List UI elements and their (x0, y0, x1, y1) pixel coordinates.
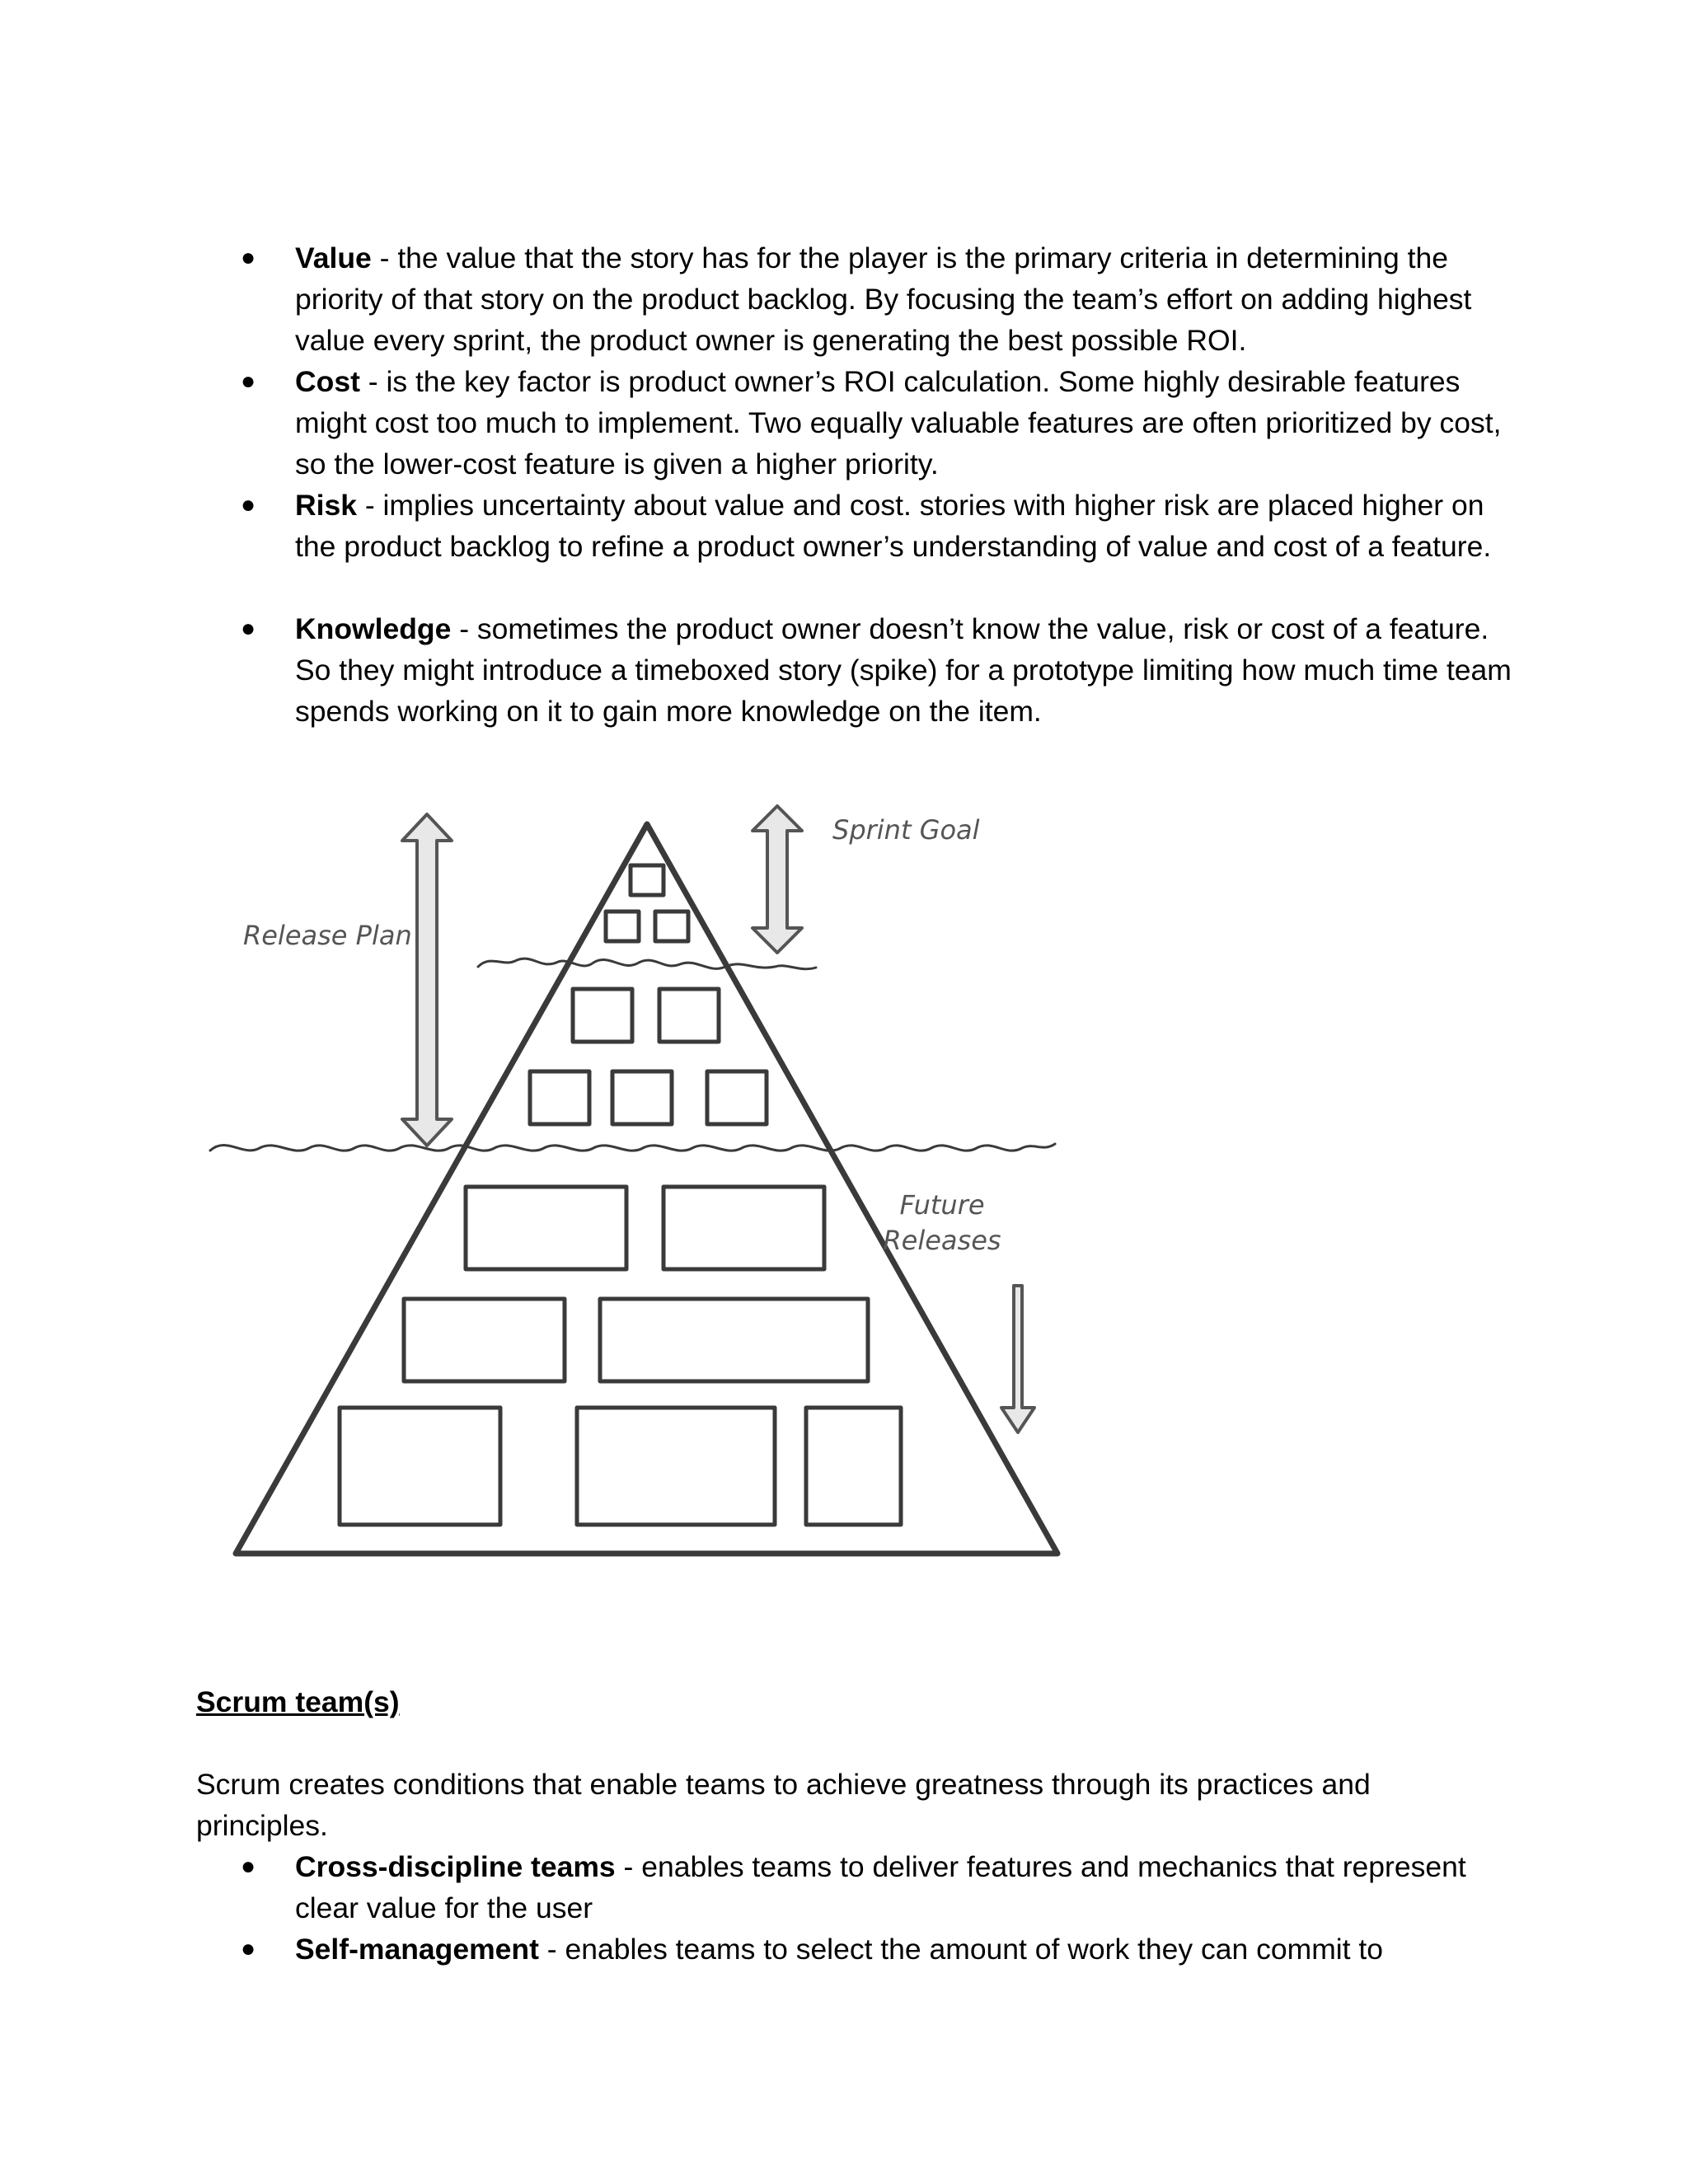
story-box (340, 1408, 500, 1525)
bullet-icon: ● (241, 368, 256, 395)
list-item-knowledge (241, 608, 1531, 732)
bullet-icon: ● (241, 491, 256, 518)
future-releases-arrow-icon (1001, 1286, 1034, 1432)
list-item-cross-discipline (241, 1846, 1531, 1929)
sprint-boundary-wave (478, 958, 816, 969)
story-box (655, 912, 688, 941)
sprint-goal-arrow-icon (753, 806, 802, 953)
story-box (577, 1408, 775, 1525)
story-box (659, 989, 719, 1042)
future-releases-label-line1: Future (899, 1189, 985, 1221)
bullet-term: Value (295, 241, 372, 274)
bullet-icon: ● (241, 1853, 256, 1880)
bullet-text: - implies uncertainty about value and cost. stories with higher risk are placed higher on the product backlog to refine a product owner’s understanding of value and cost of a feature. (295, 489, 1492, 563)
story-box (530, 1071, 589, 1124)
bullet-term: Cost (295, 365, 360, 398)
story-box (806, 1408, 901, 1525)
list-item-risk (241, 485, 1531, 567)
story-box (612, 1071, 672, 1124)
story-box (600, 1299, 868, 1381)
future-releases-label-line2: Releases (883, 1225, 1001, 1256)
section-heading-scrum-teams: Scrum team(s) (196, 1685, 400, 1718)
bullet-text: - the value that the story has for the player is the primary criteria in determining the priority of that story on the product backlog. By focusing the team’s effort on adding highest value every sprint, the product owner is generating the best possible ROI. (295, 241, 1472, 357)
bullet-icon: ● (241, 1935, 256, 1962)
bullet-term: Self-management (295, 1933, 539, 1966)
bullet-text: - is the key factor is product owner’s ROI calculation. Some highly desirable features might cost too much to implement. Two equally valuable features are often prioritized by cost, so the lower-cost feature is given a higher priority. (295, 365, 1502, 480)
bullet-icon: ● (241, 615, 256, 642)
list-item-cost (241, 361, 1531, 485)
release-boundary-wave (210, 1144, 1055, 1151)
bullet-term: Cross-discipline teams (295, 1850, 616, 1883)
bullet-icon: ● (241, 244, 256, 271)
story-box (404, 1299, 565, 1381)
release-plan-arrow-icon (402, 814, 452, 1146)
story-box (606, 912, 639, 941)
bullet-text: - enables teams to select the amount of work they can commit to (538, 1933, 1383, 1966)
list-item-self-management (241, 1929, 1531, 1970)
release-plan-label: Release Plan (243, 920, 412, 951)
story-box (663, 1187, 824, 1269)
backlog-pyramid-diagram (206, 798, 1080, 1597)
backlog-pyramid-svg (206, 798, 1080, 1597)
story-box (707, 1071, 767, 1124)
story-box (466, 1187, 626, 1269)
story-box (631, 865, 663, 895)
bullet-text: - enables teams to deliver features and mechanics that represent clear value for the user (295, 1850, 1466, 1924)
list-item-value (241, 237, 1531, 361)
bullet-term: Risk (295, 489, 357, 522)
story-box (573, 989, 632, 1042)
bullet-text: - sometimes the product owner doesn’t know the value, risk or cost of a feature. So they might introduce a timeboxed story (spike) for a prototype limiting how much time team spends working on it to gain more knowledge on the item. (295, 612, 1512, 728)
sprint-goal-label: Sprint Goal (832, 814, 980, 846)
section-intro: Scrum creates conditions that enable teams to achieve greatness through its practices and principles. (196, 1768, 1371, 1842)
bullet-term: Knowledge (295, 612, 452, 645)
